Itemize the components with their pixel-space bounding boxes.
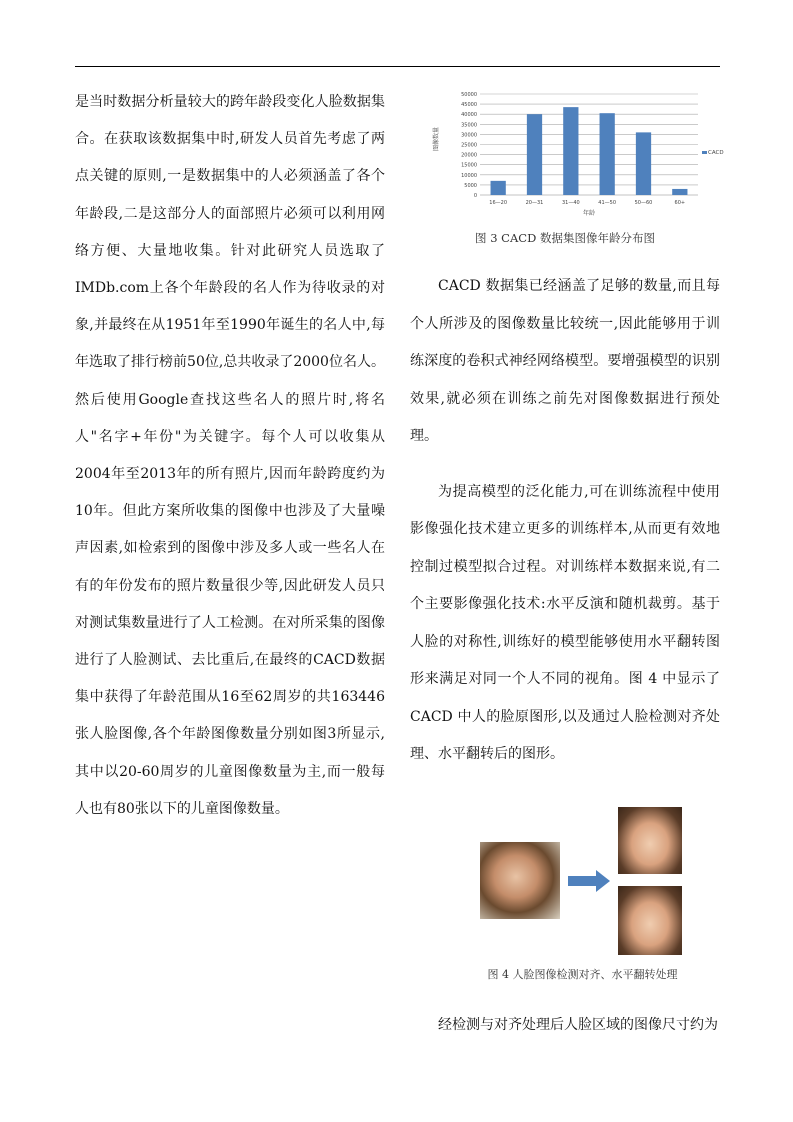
- y-tick-label: 50000: [461, 92, 477, 98]
- fig3-caption: 图 3 CACD 数据集图像年龄分布图: [475, 231, 655, 245]
- x-tick-label: 16—20: [489, 200, 508, 206]
- flipped-face-photo: [618, 886, 682, 955]
- y-tick-label: 15000: [461, 162, 477, 169]
- bar: [491, 181, 506, 195]
- x-tick-label: 60+: [674, 200, 686, 206]
- y-tick-label: 30000: [461, 132, 477, 139]
- chart-bars: [491, 107, 688, 195]
- legend-swatch: [702, 151, 707, 154]
- y-tick-label: 10000: [461, 172, 477, 179]
- x-tick-label: 41—50: [598, 200, 617, 206]
- age-distribution-chart: [428, 84, 728, 254]
- x-tick-label: 20—31: [525, 200, 544, 206]
- bar: [527, 114, 542, 195]
- body-paragraph: 是当时数据分析量较大的跨年龄段变化人脸数据集合。在获取该数据集中时,研发人员首先考虑了两点关键的原则,一是数据集中的人必须涵盖了各个年龄段,二是这部分人的面部照片必须可以利用网络方便、大量地收集。针对此研究人员选取了IMDb.com上各个年龄段的名人作为待收录的对象,并最终在从1951年至1990年诞生的名人中,每年选取了排行榜前50位,总共收录了2000位名人。然后使用Google查找这些名人的照片时,将名人"名字+年份"为关键字。每个人可以收集从2004年至2013年的所有照片,因而年龄跨度约为10年。但此方案所收集的图像中也涉及了大量噪声因素,如检索到的图像中涉及多人或一些名人在有的年份发布的照片数量很少等,因此研发人员只对测试集数量进行了人工检测。在对所采集的图像进行了人脸测试、去比重后,在最终的CACD数据集中获得了年龄范围从16至62周岁的共163446张人脸图像,各个年龄图像数量分别如图3所显示,其中以20-60周岁的儿童图像数量为主,而一般每人也有80张以下的儿童图像数量。: [75, 94, 385, 817]
- y-tick-label: 0: [473, 193, 477, 199]
- y-axis-label: 图像数量: [433, 126, 440, 152]
- bar: [636, 132, 651, 195]
- header-rule: [75, 66, 720, 67]
- bar: [600, 113, 615, 195]
- body-paragraph: CACD 数据集已经涵盖了足够的数量,而且每个人所涉及的图像数量比较统一,因此能够用于训练深度的卷积式神经网络模型。要增强模型的识别效果,就必须在训练之前先对图像数据进行预处理。: [410, 278, 720, 444]
- y-tick-label: 5000: [464, 182, 477, 189]
- y-tick-labels: [461, 92, 477, 199]
- chart-gridlines: [480, 94, 698, 195]
- y-tick-label: 35000: [461, 122, 477, 129]
- body-paragraph: 为提高模型的泛化能力,可在训练流程中使用影像强化技术建立更多的训练样本,从而更有效地控制过模型拟合过程。对训练样本数据来说,有二个主要影像强化技术:水平反演和随机裁剪。基于人脸的对称性,训练好的模型能够使用水平翻转图形来满足对同一个人不同的视角。图 4 中显示了 CACD 中人的脸原图形,以及通过人脸检测对齐处理、水平翻转后的图形。: [410, 483, 720, 762]
- x-axis-label: 年龄: [582, 210, 596, 217]
- bar: [563, 107, 578, 195]
- face-figure: [470, 800, 710, 960]
- right-column: [410, 268, 720, 774]
- original-face-photo: [480, 842, 560, 919]
- x-tick-label: 31—40: [561, 200, 580, 206]
- legend-label: CACD: [708, 150, 724, 156]
- y-tick-label: 25000: [461, 142, 477, 149]
- y-tick-label: 20000: [461, 152, 477, 159]
- bar: [672, 189, 687, 195]
- aligned-face-photo: [618, 807, 682, 874]
- left-column: [75, 84, 385, 828]
- fig4-caption: 图 4 人脸图像检测对齐、水平翻转处理: [487, 968, 678, 981]
- x-tick-label: 50—60: [634, 200, 653, 206]
- x-tick-labels: [489, 200, 685, 206]
- y-tick-label: 40000: [461, 112, 477, 119]
- y-tick-label: 45000: [461, 102, 477, 109]
- body-paragraph: 经检测与对齐处理后人脸区域的图像尺寸约为: [438, 1017, 718, 1033]
- arrow-right-icon: [568, 870, 610, 892]
